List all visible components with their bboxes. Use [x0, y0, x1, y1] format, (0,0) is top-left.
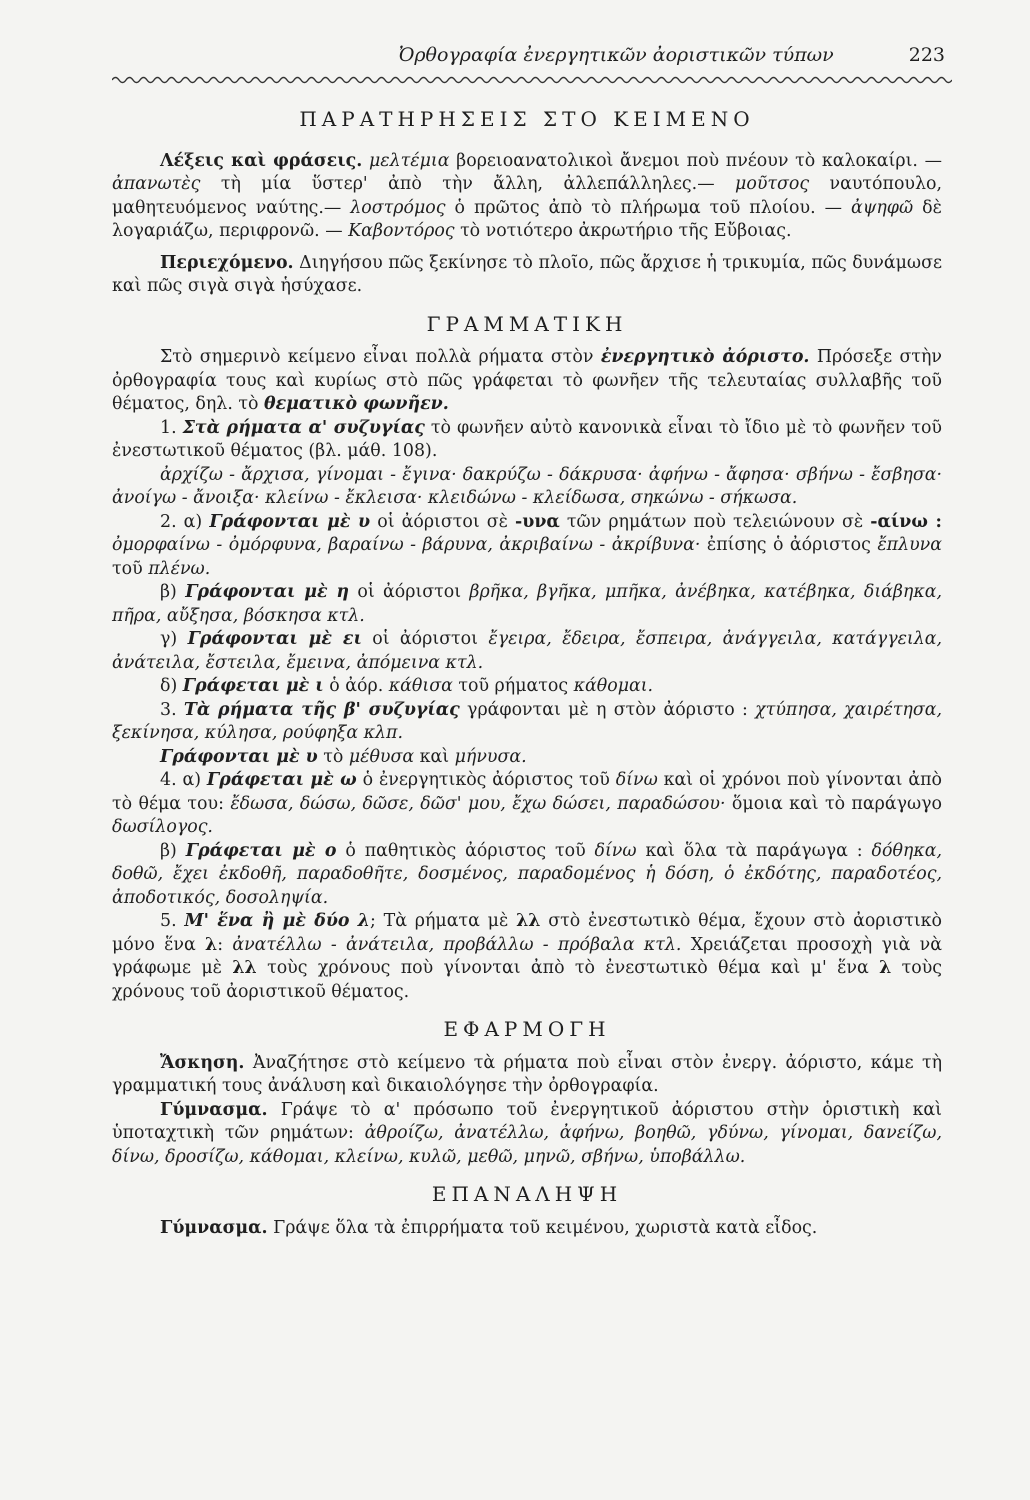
rule-2c: γ) Γράφονται μὲ ει οἱ ἀόριστοι ἔγειρα, ἔδειρα, ἔσπειρα, ἀνάγγειλα, κατάγγειλα, ἀνάτειλα, ἔστειλα, ἔμεινα, ἀπόμεινα κτλ. — [112, 629, 943, 673]
application-drill: Γύμνασμα. Γράψε τὸ α' πρόσωπο τοῦ ἐνεργητικοῦ ἀόριστου στὴν ὁριστικὴ καὶ ὑποταχτικὴ τῶν ρημάτων: ἀθροίζω, ἀνατέλλω, ἀφήνω, βοηθῶ, γδύνω, γίνομαι, δανείζω, δίνω, δροσίζω, κάθομαι, κλείνω, κυλῶ, μεθῶ, μηνῶ, σβήνω, ὑποβάλλω. — [112, 1099, 942, 1167]
application-exercise: Ἄσκηση. Ἀναζήτησε στὸ κείμενο τὰ ρήματα ποὺ εἶναι στὸν ἐνεργ. ἀόριστο, κάμε τὴ γραμματική τους ἀνάλυση καὶ δικαιολόγησε τὴν ὀρθογραφία. — [112, 1052, 943, 1096]
rule-2a: 2. α) Γράφονται μὲ υ οἱ ἀόριστοι σὲ -υνα τῶν ρημάτων ποὺ τελειώνουν σὲ -αίνω : ὀμορφαίνω - ὀμόρφυνα, βαραίνω - βάρυνα, ἀκριβαίνω - ἀκρίβυνα· ἐπίσης ὁ ἀόριστος ἔπλυνα τοῦ πλένω. — [112, 511, 942, 579]
rule-2d: δ) Γράφεται μὲ ι ὁ ἀόρ. κάθισα τοῦ ρήματος κάθομαι. — [160, 676, 654, 696]
content-question: Περιεχόμενο. Διηγήσου πῶς ξεκίνησε τὸ πλοῖο, πῶς ἄρχισε ἡ τρικυμία, πῶς δυνάμωσε καὶ πῶς σιγὰ σιγὰ ἡσύχασε. — [112, 252, 942, 296]
rule-3: 3. Τὰ ρήματα τῆς β' συζυγίας γράφονται μὲ η στὸν ἀόριστο : χτύπησα, χαιρέτησα, ξεκίνησα, κύλησα, ρούφηξα κλπ. — [112, 699, 942, 743]
rule-3b: Γράφονται μὲ υ τὸ μέθυσα καὶ μήνυσα. — [160, 746, 527, 767]
words-and-phrases: Λέξεις καὶ φράσεις. μελτέμια βορειοανατολικοὶ ἄνεμοι ποὺ πνέουν τὸ καλοκαίρι. — ἀπανωτὲς τὴ μία ὕστερ' ἀπὸ τὴν ἄλλη, ἀλλεπάλληλες.— μοῦτσος ναυτόπουλο, μαθητευόμενος ναύτης.— λοστρόμος ὁ πρῶτος ἀπὸ τὸ πλήρωμα τοῦ πλοίου. — ἀψηφῶ δὲ λογαριάζω, περιφρονῶ. — Καβοντόρος τὸ νοτιότερο ἀκρωτήριο τῆς Εὔβοιας. — [112, 150, 943, 241]
rule-4b: β) Γράφεται μὲ ο ὁ παθητικὸς ἀόριστος τοῦ δίνω καὶ ὅλα τὰ παράγωγα : δόθηκα, δοθῶ, ἔχει ἐκδοθῆ, παραδοθῆτε, δοσμένος, παραδομένος ἡ δόση, ὁ ἐκδότης, παραδοτέος, ἀποδοτικός, δοσοληψία. — [112, 840, 943, 908]
rule-4a: 4. α) Γράφεται μὲ ω ὁ ἐνεργητικὸς ἀόριστος τοῦ δίνω καὶ οἱ χρόνοι ποὺ γίνονται ἀπὸ τὸ θέμα του: ἔδωσα, δώσω, δῶσε, δῶσ' μου, ἔχω δώσει, παραδώσου· ὅμοια καὶ τὸ παράγωγο δωσίλογος. — [112, 770, 943, 837]
review-drill: Γύμνασμα. Γράψε ὅλα τὰ ἐπιρρήματα τοῦ κειμένου, χωριστὰ κατὰ εἶδος. — [160, 1217, 818, 1238]
page-content — [112, 108, 942, 1240]
decorative-wave-rule — [112, 74, 952, 86]
rule-1: 1. Στὰ ρήματα α' συζυγίας τὸ φωνῆεν αὐτὸ κανονικὰ εἶναι τὸ ἴδιο μὲ τὸ φωνῆεν τοῦ ἐνεστωτικοῦ θέματος (βλ. μάθ. 108). — [112, 417, 942, 461]
rule-2b: β) Γράφονται μὲ η οἱ ἀόριστοι βρῆκα, βγῆκα, μπῆκα, ἀνέβηκα, κατέβηκα, διάβηκα, πῆρα, αὔξησα, βόσκησα κτλ. — [112, 582, 943, 626]
rule-5: 5. Μ' ἕνα ἢ μὲ δύο λ; Τὰ ρήματα μὲ λλ στὸ ἐνεστωτικὸ θέμα, ἔχουν στὸ ἀοριστικὸ μόνο ἕνα λ: ἀνατέλλω - ἀνάτειλα, προβάλλω - πρόβαλα κτλ. Χρειάζεται προσοχὴ γιὰ νὰ γράφωμε μὲ λλ τοὺς χρόνους ποὺ γίνονται ἀπὸ τὸ ἐνεστωτικὸ θέμα καὶ μ' ἕνα λ τοὺς χρόνους τοῦ ἀοριστικοῦ θέματος. — [112, 911, 943, 1002]
grammar-intro: Στὸ σημερινὸ κείμενο εἶναι πολλὰ ρήματα στὸν ἐνεργητικὸ ἀόριστο. Πρόσεξε στὴν ὀρθογραφία τους καὶ κυρίως στὸ πῶς γράφεται τὸ φωνῆεν τῆς τελευταίας συλλαβῆς τοῦ θέματος, δηλ. τὸ θεματικὸ φωνῆεν. — [112, 347, 943, 414]
review-heading: ΕΠΑΝΑΛΗΨΗ — [431, 1182, 623, 1206]
page-header — [100, 44, 945, 78]
rule-1-examples: ἀρχίζω - ἄρχισα, γίνομαι - ἔγινα· δακρύζω - δάκρυσα· ἀφήνω - ἄφησα· σβήνω - ἔσβησα· ἀνοίγω - ἄνοιξα· κλείνω - ἔκλεισα· κλειδώνω - κλείδωσα, σηκώνω - σήκωσα. — [112, 464, 942, 508]
page-number: 223 — [908, 44, 945, 66]
observations-heading: ΠΑΡΑΤΗΡΗΣΕΙΣ ΣΤΟ ΚΕΙΜΕΝΟ — [299, 107, 755, 131]
running-title: Ὀρθογραφία ἐνεργητικῶν ἀοριστικῶν τύπων — [398, 44, 834, 66]
grammar-heading: ΓΡΑΜΜΑΤΙΚΗ — [426, 311, 628, 336]
application-heading: ΕΦΑΡΜΟΓΗ — [443, 1017, 611, 1041]
